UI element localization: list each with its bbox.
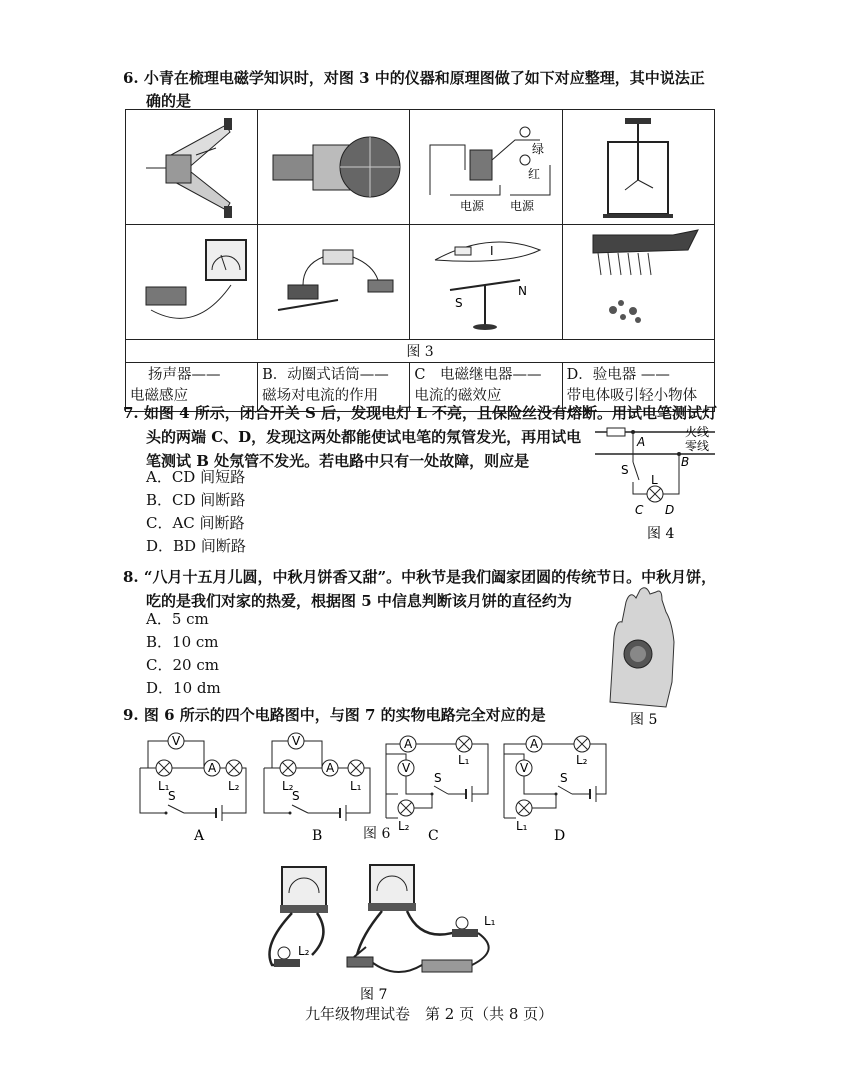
q9-stem-text: 图 6 所示的四个电路图中，与图 7 的实物电路完全对应的是: [143, 706, 546, 724]
q7-option-c: C．AC 间断路: [146, 514, 245, 532]
fig4-neutral-wire-label: 零线: [685, 439, 710, 453]
circuit-c-switch-label: S: [434, 771, 442, 785]
comb-attraction-drawing: [563, 225, 713, 339]
q9-stem: [123, 703, 643, 727]
relay-red-label: 红: [528, 167, 541, 181]
circuit-d-switch-label: S: [560, 771, 568, 785]
circuit-b-l1-label: L₁: [350, 779, 362, 793]
fig3-panel-galvanometer: [126, 225, 258, 340]
relay-green-label: 绿: [532, 142, 545, 156]
circuit-a-voltmeter-symbol: V: [172, 734, 181, 748]
fig3-panel-relay: [410, 110, 562, 225]
fig7-l2-label: L₂: [298, 944, 310, 958]
circuit-d-letter: D: [554, 828, 566, 844]
fig4-label-d: D: [665, 503, 675, 517]
galvanometer-drawing: [126, 225, 256, 339]
q6-answer-d-line1: D．验电器 ——: [566, 367, 670, 383]
figure-7-caption: 图 7: [360, 987, 388, 1003]
figure-6-circuit-d: [500, 728, 612, 843]
q6-answer-b-line2: 磁场对电流的作用: [262, 388, 379, 404]
q8-option-d: D．10 dm: [146, 679, 221, 697]
fig3-panel-comb-paper: [562, 225, 714, 340]
q6-answer-d-line2: 带电体吸引轻小物体: [566, 388, 698, 404]
figure-3-caption: 图 3: [126, 340, 715, 363]
circuit-a-ammeter-symbol: A: [208, 761, 217, 775]
q7-stem-line3: 笔测试 B 处氖管不发光。若电路中只有一处故障，则应是: [146, 452, 530, 470]
q8-number: 8.: [123, 568, 139, 586]
figure-6-circuit-b: [262, 728, 374, 843]
figure-5-caption: 图 5: [630, 712, 658, 728]
oersted-n-label: N: [518, 284, 528, 298]
q6-answer-c-line1: C 电磁继电器——: [414, 367, 542, 383]
circuit-a-l1-label: L₁: [158, 779, 170, 793]
q6-answer-a-line1: 扬声器——: [148, 367, 221, 383]
fig4-label-s: S: [621, 463, 629, 477]
q6-answer-a-line2: 电磁感应: [130, 388, 188, 404]
fig7-l1-label: L₁: [484, 914, 496, 928]
q8-stem-line1: “八月十五月儿圆，中秋月饼香又甜”。中秋节是我们阖家团圆的传统节日。中秋月饼，: [143, 568, 717, 586]
motor-setup-drawing: [258, 225, 408, 339]
q6-number: 6.: [123, 69, 139, 87]
fig4-label-l: L: [651, 473, 658, 487]
oersted-experiment-drawing: [410, 225, 560, 339]
fig3-panel-speaker: [126, 110, 258, 225]
figure-4-caption: 图 4: [647, 526, 675, 542]
q7-options: [146, 466, 246, 558]
circuit-c-l1-label: L₁: [458, 753, 470, 767]
q6-stem-line1: 小青在梳理电磁学知识时，对图 3 中的仪器和原理图做了如下对应整理，其中说法正: [143, 69, 705, 87]
fig3-panel-microphone: [258, 110, 410, 225]
circuit-d-l2-label: L₂: [576, 753, 588, 767]
figure-7-physical-circuit: [262, 855, 522, 1005]
q9-number: 9.: [123, 706, 139, 724]
q6-stem: [123, 66, 723, 90]
electroscope-drawing: [563, 110, 713, 224]
circuit-d-l1-label: L₁: [516, 819, 528, 833]
q6-answer-b-line1: B．动圈式话筒——: [262, 367, 389, 383]
circuit-c-l2-label: L₂: [398, 819, 410, 833]
circuit-d-ammeter-symbol: A: [530, 737, 539, 751]
q7-stem-line2: 头的两端 C、D，发现这两处都能使试电笔的氖管发光，再用试电: [146, 428, 582, 446]
relay-source1-label: 电源: [460, 199, 485, 213]
figure-6-caption: 图 6: [363, 826, 391, 842]
microphone-drawing: [258, 110, 408, 224]
circuit-b-voltmeter-symbol: V: [292, 734, 301, 748]
circuit-d-voltmeter-symbol: V: [520, 761, 529, 775]
fig4-live-wire-label: 火线: [685, 425, 710, 439]
fig4-label-b: B: [681, 455, 690, 469]
circuit-c-letter: C: [428, 828, 439, 844]
q7-option-d: D．BD 间断路: [146, 537, 246, 555]
fig3-panel-motor-setup: [258, 225, 410, 340]
fig4-label-c: C: [635, 503, 644, 517]
figure-6-circuit-c: [382, 728, 494, 843]
circuit-a-letter: A: [194, 828, 205, 844]
circuit-a-switch-label: S: [168, 789, 176, 803]
fig3-panel-oersted: [410, 225, 562, 340]
q8-stem-line2: 吃的是我们对家的热爱，根据图 5 中信息判断该月饼的直径约为: [146, 592, 572, 610]
q8-option-b: B．10 cm: [146, 633, 219, 651]
oersted-i-label: I: [490, 244, 494, 258]
q7-stem-line1: 如图 4 所示，闭合开关 S 后，发现电灯 L 不亮，且保险丝没有熔断。用试电笔测试灯: [143, 404, 718, 422]
circuit-c-ammeter-symbol: A: [404, 737, 413, 751]
fig4-label-a: A: [637, 435, 646, 449]
circuit-b-switch-label: S: [292, 789, 300, 803]
q8-option-a: A．5 cm: [146, 610, 209, 628]
figure-3-table: [125, 109, 715, 412]
q8-options: [146, 608, 221, 700]
relay-source2-label: 电源: [510, 199, 535, 213]
oersted-s-label: S: [455, 296, 464, 310]
circuit-a-l2-label: L₂: [228, 779, 240, 793]
q8-option-c: C．20 cm: [146, 656, 219, 674]
circuit-c-voltmeter-symbol: V: [402, 761, 411, 775]
q7-option-b: B．CD 间断路: [146, 491, 246, 509]
figure-6-circuit-a: [138, 728, 250, 843]
q6-answer-c-line2: 电流的磁效应: [414, 388, 502, 404]
q7-option-a: A．CD 间短路: [146, 468, 246, 486]
fig3-panel-electroscope: [562, 110, 714, 225]
speaker-drawing: [126, 110, 256, 224]
q7-number: 7.: [123, 404, 139, 422]
circuit-b-ammeter-symbol: A: [326, 761, 335, 775]
circuit-b-l2-label: L₂: [282, 779, 294, 793]
circuit-b-letter: B: [312, 828, 323, 844]
q6-stem-line2: 确的是: [146, 92, 192, 110]
page-footer: 九年级物理试卷 第 2 页（共 8 页）: [305, 1005, 554, 1023]
figure-4-circuit: [595, 422, 720, 547]
relay-circuit-drawing: [410, 110, 560, 224]
